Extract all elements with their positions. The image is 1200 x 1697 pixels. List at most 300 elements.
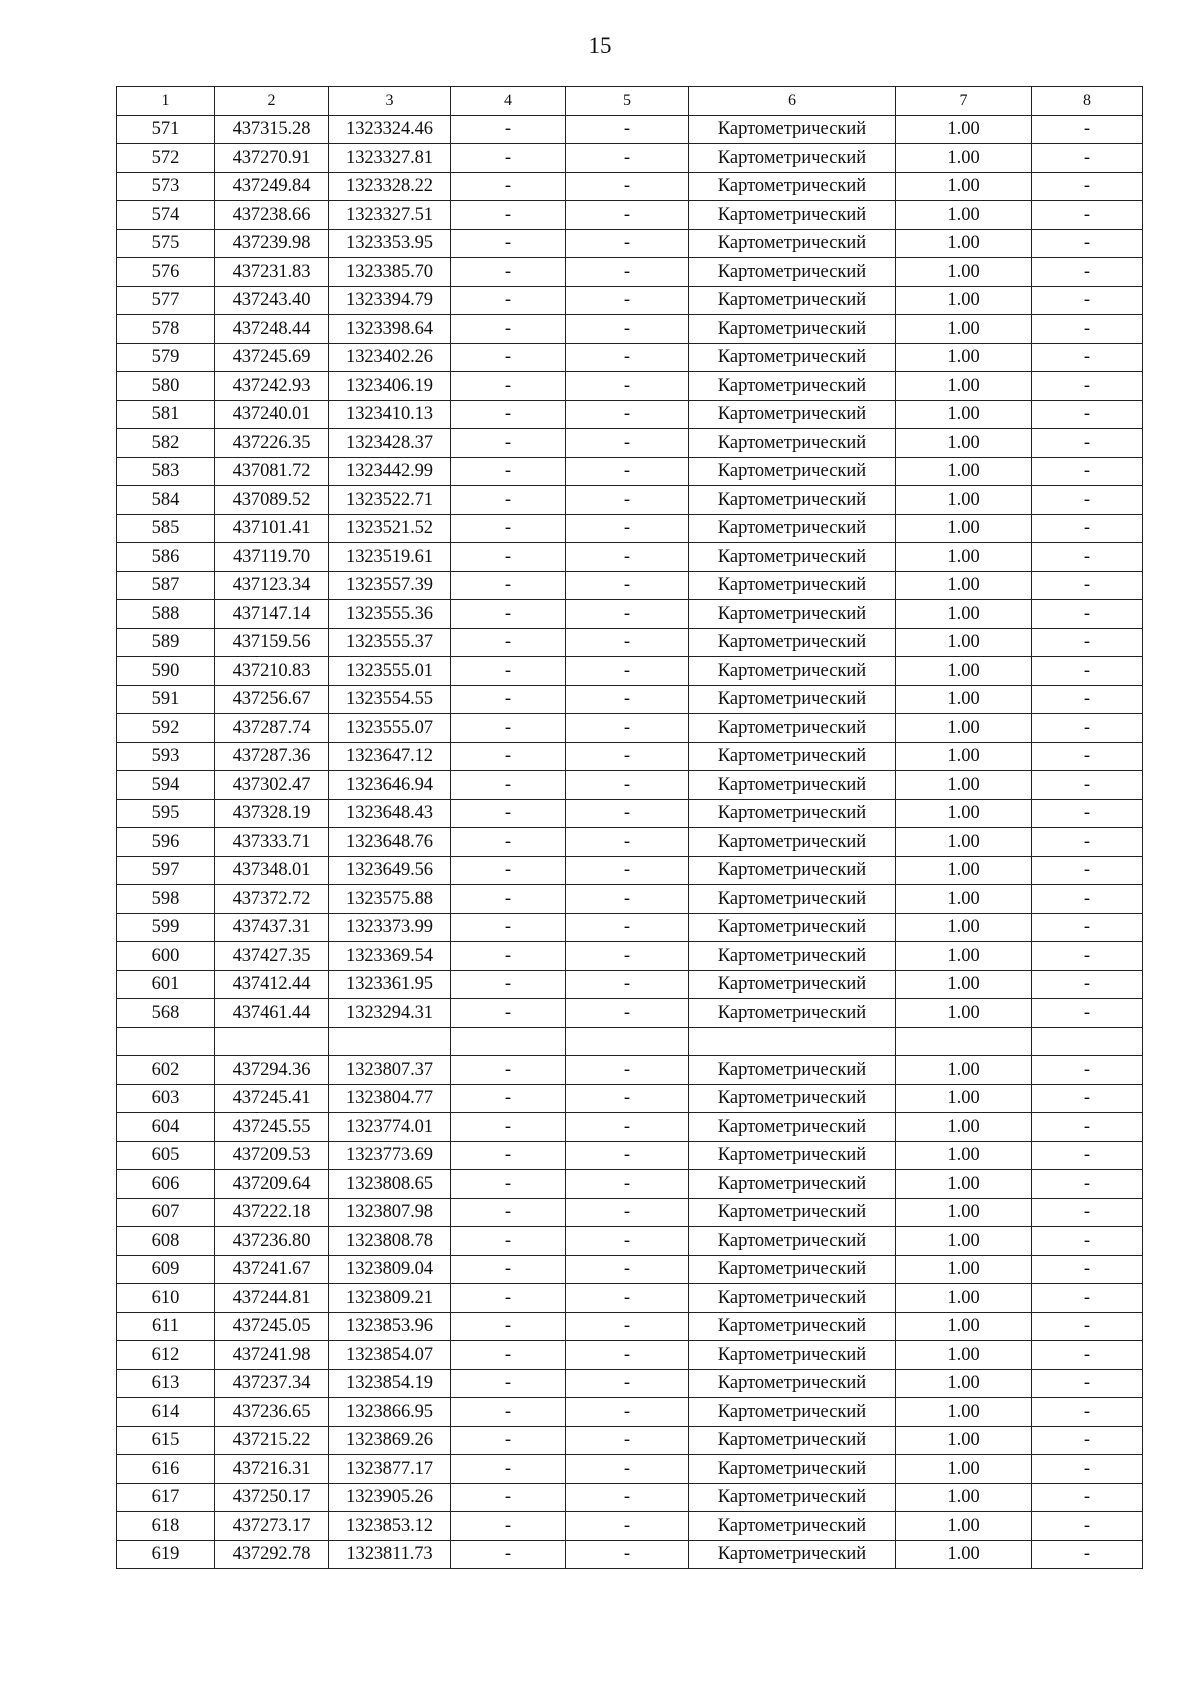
cell-coordinate-x: 437119.70 [215, 543, 329, 572]
cell-coordinate-x: 437328.19 [215, 799, 329, 828]
cell-coordinate-x: 437437.31 [215, 913, 329, 942]
cell-method: Картометрический [689, 970, 896, 999]
cell-method: Картометрический [689, 1512, 896, 1541]
cell-column-4-value: - [451, 1198, 566, 1227]
cell-coordinate-y: 1323809.21 [329, 1284, 451, 1313]
cell-coordinate-x: 437250.17 [215, 1483, 329, 1512]
cell-column-4-value: - [451, 856, 566, 885]
cell-coordinate-y [329, 1027, 451, 1056]
cell-column-8-value: - [1032, 1369, 1143, 1398]
cell-column-4-value: - [451, 172, 566, 201]
cell-accuracy: 1.00 [896, 372, 1032, 401]
cell-column-4-value: - [451, 429, 566, 458]
cell-column-8-value: - [1032, 913, 1143, 942]
cell-coordinate-x: 437226.35 [215, 429, 329, 458]
cell-coordinate-x: 437273.17 [215, 1512, 329, 1541]
cell-point-number: 611 [117, 1312, 215, 1341]
cell-column-8-value: - [1032, 999, 1143, 1028]
cell-coordinate-x: 437315.28 [215, 115, 329, 144]
cell-point-number: 599 [117, 913, 215, 942]
cell-coordinate-x: 437294.36 [215, 1056, 329, 1085]
cell-point-number: 582 [117, 429, 215, 458]
cell-column-8-value: - [1032, 685, 1143, 714]
cell-method: Картометрический [689, 457, 896, 486]
table-row [117, 771, 1143, 800]
cell-coordinate-x: 437249.84 [215, 172, 329, 201]
table-row [117, 343, 1143, 372]
cell-point-number: 605 [117, 1141, 215, 1170]
cell-point-number: 606 [117, 1170, 215, 1199]
cell-column-5-value: - [566, 657, 689, 686]
cell-method: Картометрический [689, 913, 896, 942]
cell-point-number: 577 [117, 286, 215, 315]
cell-coordinate-y: 1323854.07 [329, 1341, 451, 1370]
cell-accuracy: 1.00 [896, 229, 1032, 258]
cell-coordinate-y: 1323327.81 [329, 144, 451, 173]
cell-point-number: 581 [117, 400, 215, 429]
cell-column-5-value: - [566, 343, 689, 372]
cell-accuracy: 1.00 [896, 942, 1032, 971]
cell-coordinate-y: 1323373.99 [329, 913, 451, 942]
cell-coordinate-y: 1323410.13 [329, 400, 451, 429]
cell-column-4-value: - [451, 486, 566, 515]
cell-method: Картометрический [689, 1227, 896, 1256]
cell-coordinate-y: 1323648.76 [329, 828, 451, 857]
table-row [117, 885, 1143, 914]
cell-coordinate-y: 1323869.26 [329, 1426, 451, 1455]
cell-column-4-value: - [451, 1284, 566, 1313]
cell-point-number: 585 [117, 514, 215, 543]
cell-method: Картометрический [689, 1341, 896, 1370]
cell-column-4-value: - [451, 343, 566, 372]
cell-point-number: 616 [117, 1455, 215, 1484]
cell-column-5-value: - [566, 1369, 689, 1398]
cell-column-5-value: - [566, 486, 689, 515]
cell-column-5-value: - [566, 172, 689, 201]
cell-column-8-value: - [1032, 229, 1143, 258]
cell-point-number: 573 [117, 172, 215, 201]
cell-column-4-value: - [451, 828, 566, 857]
cell-coordinate-y: 1323853.96 [329, 1312, 451, 1341]
cell-coordinate-x: 437081.72 [215, 457, 329, 486]
table-row [117, 685, 1143, 714]
cell-coordinate-x: 437302.47 [215, 771, 329, 800]
cell-point-number: 617 [117, 1483, 215, 1512]
coordinates-table [116, 86, 1143, 1569]
table-row [117, 229, 1143, 258]
cell-column-4-value: - [451, 771, 566, 800]
cell-column-8-value: - [1032, 856, 1143, 885]
cell-accuracy: 1.00 [896, 1141, 1032, 1170]
cell-column-8-value [1032, 1027, 1143, 1056]
cell-column-5-value [566, 1027, 689, 1056]
cell-column-8-value: - [1032, 1512, 1143, 1541]
table-row [117, 1341, 1143, 1370]
cell-method [689, 1027, 896, 1056]
cell-method: Картометрический [689, 856, 896, 885]
cell-accuracy: 1.00 [896, 685, 1032, 714]
cell-coordinate-y: 1323774.01 [329, 1113, 451, 1142]
column-header-6: 6 [689, 87, 896, 116]
cell-coordinate-y: 1323877.17 [329, 1455, 451, 1484]
cell-accuracy: 1.00 [896, 1369, 1032, 1398]
cell-column-4-value: - [451, 1084, 566, 1113]
cell-coordinate-x: 437240.01 [215, 400, 329, 429]
cell-method: Картометрический [689, 685, 896, 714]
cell-method: Картометрический [689, 1369, 896, 1398]
cell-method: Картометрический [689, 1284, 896, 1313]
cell-coordinate-y: 1323808.78 [329, 1227, 451, 1256]
column-header-4: 4 [451, 87, 566, 116]
cell-column-4-value: - [451, 742, 566, 771]
cell-coordinate-y: 1323557.39 [329, 571, 451, 600]
cell-column-8-value: - [1032, 514, 1143, 543]
cell-method: Картометрический [689, 201, 896, 230]
cell-column-8-value: - [1032, 543, 1143, 572]
cell-accuracy: 1.00 [896, 1398, 1032, 1427]
cell-point-number [117, 1027, 215, 1056]
cell-accuracy: 1.00 [896, 115, 1032, 144]
cell-column-5-value: - [566, 400, 689, 429]
cell-column-4-value: - [451, 1455, 566, 1484]
cell-column-5-value: - [566, 115, 689, 144]
cell-column-5-value: - [566, 258, 689, 287]
cell-column-4-value: - [451, 457, 566, 486]
cell-point-number: 578 [117, 315, 215, 344]
cell-column-5-value: - [566, 1426, 689, 1455]
cell-point-number: 576 [117, 258, 215, 287]
cell-column-8-value: - [1032, 400, 1143, 429]
cell-method: Картометрический [689, 1312, 896, 1341]
cell-column-8-value: - [1032, 1056, 1143, 1085]
cell-column-8-value: - [1032, 1540, 1143, 1569]
cell-coordinate-x: 437333.71 [215, 828, 329, 857]
cell-method: Картометрический [689, 799, 896, 828]
cell-accuracy: 1.00 [896, 1056, 1032, 1085]
table-row [117, 543, 1143, 572]
cell-column-8-value: - [1032, 1284, 1143, 1313]
cell-point-number: 609 [117, 1255, 215, 1284]
cell-column-8-value: - [1032, 1341, 1143, 1370]
cell-accuracy: 1.00 [896, 457, 1032, 486]
table-row [117, 400, 1143, 429]
cell-coordinate-x: 437123.34 [215, 571, 329, 600]
cell-coordinate-y: 1323428.37 [329, 429, 451, 458]
cell-column-8-value: - [1032, 1141, 1143, 1170]
cell-coordinate-x: 437270.91 [215, 144, 329, 173]
cell-method: Картометрический [689, 172, 896, 201]
cell-coordinate-y: 1323353.95 [329, 229, 451, 258]
cell-accuracy: 1.00 [896, 1198, 1032, 1227]
column-header-8: 8 [1032, 87, 1143, 116]
cell-method: Картометрический [689, 1540, 896, 1569]
cell-coordinate-y: 1323361.95 [329, 970, 451, 999]
cell-point-number: 592 [117, 714, 215, 743]
table-row [117, 1312, 1143, 1341]
cell-coordinate-y: 1323575.88 [329, 885, 451, 914]
cell-point-number: 575 [117, 229, 215, 258]
cell-point-number: 594 [117, 771, 215, 800]
cell-column-4-value: - [451, 1540, 566, 1569]
cell-point-number: 602 [117, 1056, 215, 1085]
cell-point-number: 604 [117, 1113, 215, 1142]
cell-column-5-value: - [566, 885, 689, 914]
cell-column-5-value: - [566, 457, 689, 486]
cell-coordinate-y: 1323385.70 [329, 258, 451, 287]
cell-column-4-value: - [451, 115, 566, 144]
cell-method: Картометрический [689, 600, 896, 629]
cell-point-number: 572 [117, 144, 215, 173]
cell-column-5-value: - [566, 771, 689, 800]
cell-accuracy: 1.00 [896, 571, 1032, 600]
cell-coordinate-x: 437222.18 [215, 1198, 329, 1227]
cell-method: Картометрический [689, 1255, 896, 1284]
cell-accuracy: 1.00 [896, 970, 1032, 999]
cell-coordinate-x: 437427.35 [215, 942, 329, 971]
cell-column-4-value: - [451, 799, 566, 828]
cell-column-8-value: - [1032, 1227, 1143, 1256]
table-row [117, 286, 1143, 315]
cell-column-5-value: - [566, 742, 689, 771]
table-row [117, 1141, 1143, 1170]
cell-accuracy: 1.00 [896, 315, 1032, 344]
cell-method: Картометрический [689, 1141, 896, 1170]
cell-column-4-value: - [451, 1398, 566, 1427]
table-row [117, 600, 1143, 629]
table-row [117, 258, 1143, 287]
table-row [117, 828, 1143, 857]
cell-accuracy: 1.00 [896, 1512, 1032, 1541]
cell-column-5-value: - [566, 1255, 689, 1284]
table-row [117, 1227, 1143, 1256]
cell-point-number: 610 [117, 1284, 215, 1313]
column-header-7: 7 [896, 87, 1032, 116]
cell-coordinate-y: 1323555.07 [329, 714, 451, 743]
cell-column-8-value: - [1032, 1113, 1143, 1142]
cell-column-4-value: - [451, 201, 566, 230]
cell-method: Картометрический [689, 628, 896, 657]
cell-point-number: 597 [117, 856, 215, 885]
cell-accuracy: 1.00 [896, 514, 1032, 543]
cell-point-number: 618 [117, 1512, 215, 1541]
cell-column-5-value: - [566, 1198, 689, 1227]
cell-column-5-value: - [566, 1113, 689, 1142]
table-row [117, 201, 1143, 230]
cell-accuracy: 1.00 [896, 400, 1032, 429]
table-row [117, 714, 1143, 743]
cell-column-8-value: - [1032, 828, 1143, 857]
cell-coordinate-y: 1323555.36 [329, 600, 451, 629]
cell-point-number: 586 [117, 543, 215, 572]
cell-column-5-value: - [566, 429, 689, 458]
cell-column-5-value: - [566, 229, 689, 258]
cell-column-8-value: - [1032, 1170, 1143, 1199]
cell-point-number: 608 [117, 1227, 215, 1256]
cell-point-number: 614 [117, 1398, 215, 1427]
cell-column-4-value: - [451, 1426, 566, 1455]
cell-column-8-value: - [1032, 657, 1143, 686]
cell-coordinate-x: 437241.67 [215, 1255, 329, 1284]
cell-accuracy: 1.00 [896, 913, 1032, 942]
cell-column-8-value: - [1032, 343, 1143, 372]
cell-method: Картометрический [689, 315, 896, 344]
cell-coordinate-y: 1323522.71 [329, 486, 451, 515]
cell-column-4-value: - [451, 229, 566, 258]
table-row [117, 628, 1143, 657]
cell-point-number: 589 [117, 628, 215, 657]
cell-coordinate-x [215, 1027, 329, 1056]
cell-accuracy: 1.00 [896, 201, 1032, 230]
cell-method: Картометрический [689, 828, 896, 857]
cell-coordinate-y: 1323905.26 [329, 1483, 451, 1512]
cell-point-number: 612 [117, 1341, 215, 1370]
cell-coordinate-x: 437147.14 [215, 600, 329, 629]
cell-coordinate-x: 437159.56 [215, 628, 329, 657]
table-row [117, 457, 1143, 486]
table-row [117, 999, 1143, 1028]
cell-accuracy: 1.00 [896, 1426, 1032, 1455]
cell-column-4-value: - [451, 1113, 566, 1142]
cell-point-number: 596 [117, 828, 215, 857]
cell-column-8-value: - [1032, 1426, 1143, 1455]
cell-column-8-value: - [1032, 258, 1143, 287]
cell-coordinate-y: 1323809.04 [329, 1255, 451, 1284]
cell-accuracy: 1.00 [896, 1284, 1032, 1313]
cell-column-5-value: - [566, 714, 689, 743]
cell-coordinate-x: 437243.40 [215, 286, 329, 315]
cell-column-4-value: - [451, 372, 566, 401]
cell-method: Картометрический [689, 571, 896, 600]
cell-column-5-value: - [566, 201, 689, 230]
table-row [117, 1540, 1143, 1569]
cell-column-4-value: - [451, 258, 566, 287]
cell-accuracy: 1.00 [896, 885, 1032, 914]
cell-coordinate-y: 1323808.65 [329, 1170, 451, 1199]
table-row [117, 486, 1143, 515]
cell-point-number: 587 [117, 571, 215, 600]
cell-point-number: 601 [117, 970, 215, 999]
cell-method: Картометрический [689, 1056, 896, 1085]
cell-accuracy: 1.00 [896, 486, 1032, 515]
cell-accuracy: 1.00 [896, 856, 1032, 885]
cell-coordinate-y: 1323521.52 [329, 514, 451, 543]
cell-accuracy: 1.00 [896, 1255, 1032, 1284]
cell-coordinate-y: 1323646.94 [329, 771, 451, 800]
cell-coordinate-x: 437245.05 [215, 1312, 329, 1341]
table-row [117, 1113, 1143, 1142]
cell-column-8-value: - [1032, 714, 1143, 743]
cell-column-4-value: - [451, 543, 566, 572]
cell-coordinate-x: 437231.83 [215, 258, 329, 287]
table-row [117, 1512, 1143, 1541]
cell-accuracy: 1.00 [896, 1540, 1032, 1569]
cell-column-5-value: - [566, 1540, 689, 1569]
cell-column-8-value: - [1032, 1084, 1143, 1113]
cell-column-4-value: - [451, 1369, 566, 1398]
cell-point-number: 595 [117, 799, 215, 828]
cell-column-5-value: - [566, 799, 689, 828]
cell-column-5-value: - [566, 1227, 689, 1256]
cell-method: Картометрический [689, 742, 896, 771]
table-row [117, 1398, 1143, 1427]
cell-column-8-value: - [1032, 942, 1143, 971]
cell-method: Картометрический [689, 486, 896, 515]
cell-accuracy: 1.00 [896, 771, 1032, 800]
cell-column-5-value: - [566, 1483, 689, 1512]
cell-coordinate-y: 1323853.12 [329, 1512, 451, 1541]
cell-coordinate-x: 437216.31 [215, 1455, 329, 1484]
cell-method: Картометрический [689, 429, 896, 458]
cell-accuracy: 1.00 [896, 742, 1032, 771]
cell-column-5-value: - [566, 600, 689, 629]
cell-coordinate-y: 1323369.54 [329, 942, 451, 971]
cell-accuracy: 1.00 [896, 799, 1032, 828]
cell-column-8-value: - [1032, 286, 1143, 315]
cell-accuracy: 1.00 [896, 657, 1032, 686]
table-row [117, 742, 1143, 771]
cell-coordinate-y: 1323394.79 [329, 286, 451, 315]
cell-column-4-value: - [451, 1512, 566, 1541]
cell-coordinate-x: 437245.69 [215, 343, 329, 372]
table-header-row [117, 87, 1143, 116]
cell-coordinate-y: 1323324.46 [329, 115, 451, 144]
table-row [117, 913, 1143, 942]
column-header-1: 1 [117, 87, 215, 116]
column-header-3: 3 [329, 87, 451, 116]
cell-coordinate-x: 437209.64 [215, 1170, 329, 1199]
cell-coordinate-x: 437245.41 [215, 1084, 329, 1113]
cell-method: Картометрический [689, 514, 896, 543]
cell-coordinate-x: 437287.74 [215, 714, 329, 743]
cell-coordinate-y: 1323327.51 [329, 201, 451, 230]
cell-point-number: 579 [117, 343, 215, 372]
cell-coordinate-y: 1323649.56 [329, 856, 451, 885]
cell-method: Картометрический [689, 543, 896, 572]
cell-method: Картометрический [689, 1198, 896, 1227]
cell-column-4-value: - [451, 600, 566, 629]
cell-column-4-value: - [451, 1341, 566, 1370]
cell-accuracy: 1.00 [896, 714, 1032, 743]
cell-accuracy: 1.00 [896, 286, 1032, 315]
cell-column-4-value: - [451, 144, 566, 173]
cell-accuracy: 1.00 [896, 1113, 1032, 1142]
cell-column-5-value: - [566, 1341, 689, 1370]
table-row [117, 1170, 1143, 1199]
cell-column-8-value: - [1032, 970, 1143, 999]
cell-coordinate-x: 437101.41 [215, 514, 329, 543]
cell-point-number: 568 [117, 999, 215, 1028]
cell-method: Картометрический [689, 1455, 896, 1484]
cell-accuracy: 1.00 [896, 828, 1032, 857]
cell-column-5-value: - [566, 628, 689, 657]
cell-method: Картометрический [689, 771, 896, 800]
cell-point-number: 584 [117, 486, 215, 515]
table-row [117, 372, 1143, 401]
cell-column-4-value: - [451, 1056, 566, 1085]
cell-column-8-value: - [1032, 315, 1143, 344]
cell-accuracy: 1.00 [896, 1084, 1032, 1113]
column-header-2: 2 [215, 87, 329, 116]
cell-column-4-value: - [451, 571, 566, 600]
cell-coordinate-x: 437348.01 [215, 856, 329, 885]
cell-column-5-value: - [566, 1084, 689, 1113]
cell-method: Картометрический [689, 1398, 896, 1427]
cell-column-4-value: - [451, 970, 566, 999]
cell-column-5-value: - [566, 828, 689, 857]
cell-method: Картометрический [689, 885, 896, 914]
cell-column-5-value: - [566, 571, 689, 600]
cell-method: Картометрический [689, 115, 896, 144]
